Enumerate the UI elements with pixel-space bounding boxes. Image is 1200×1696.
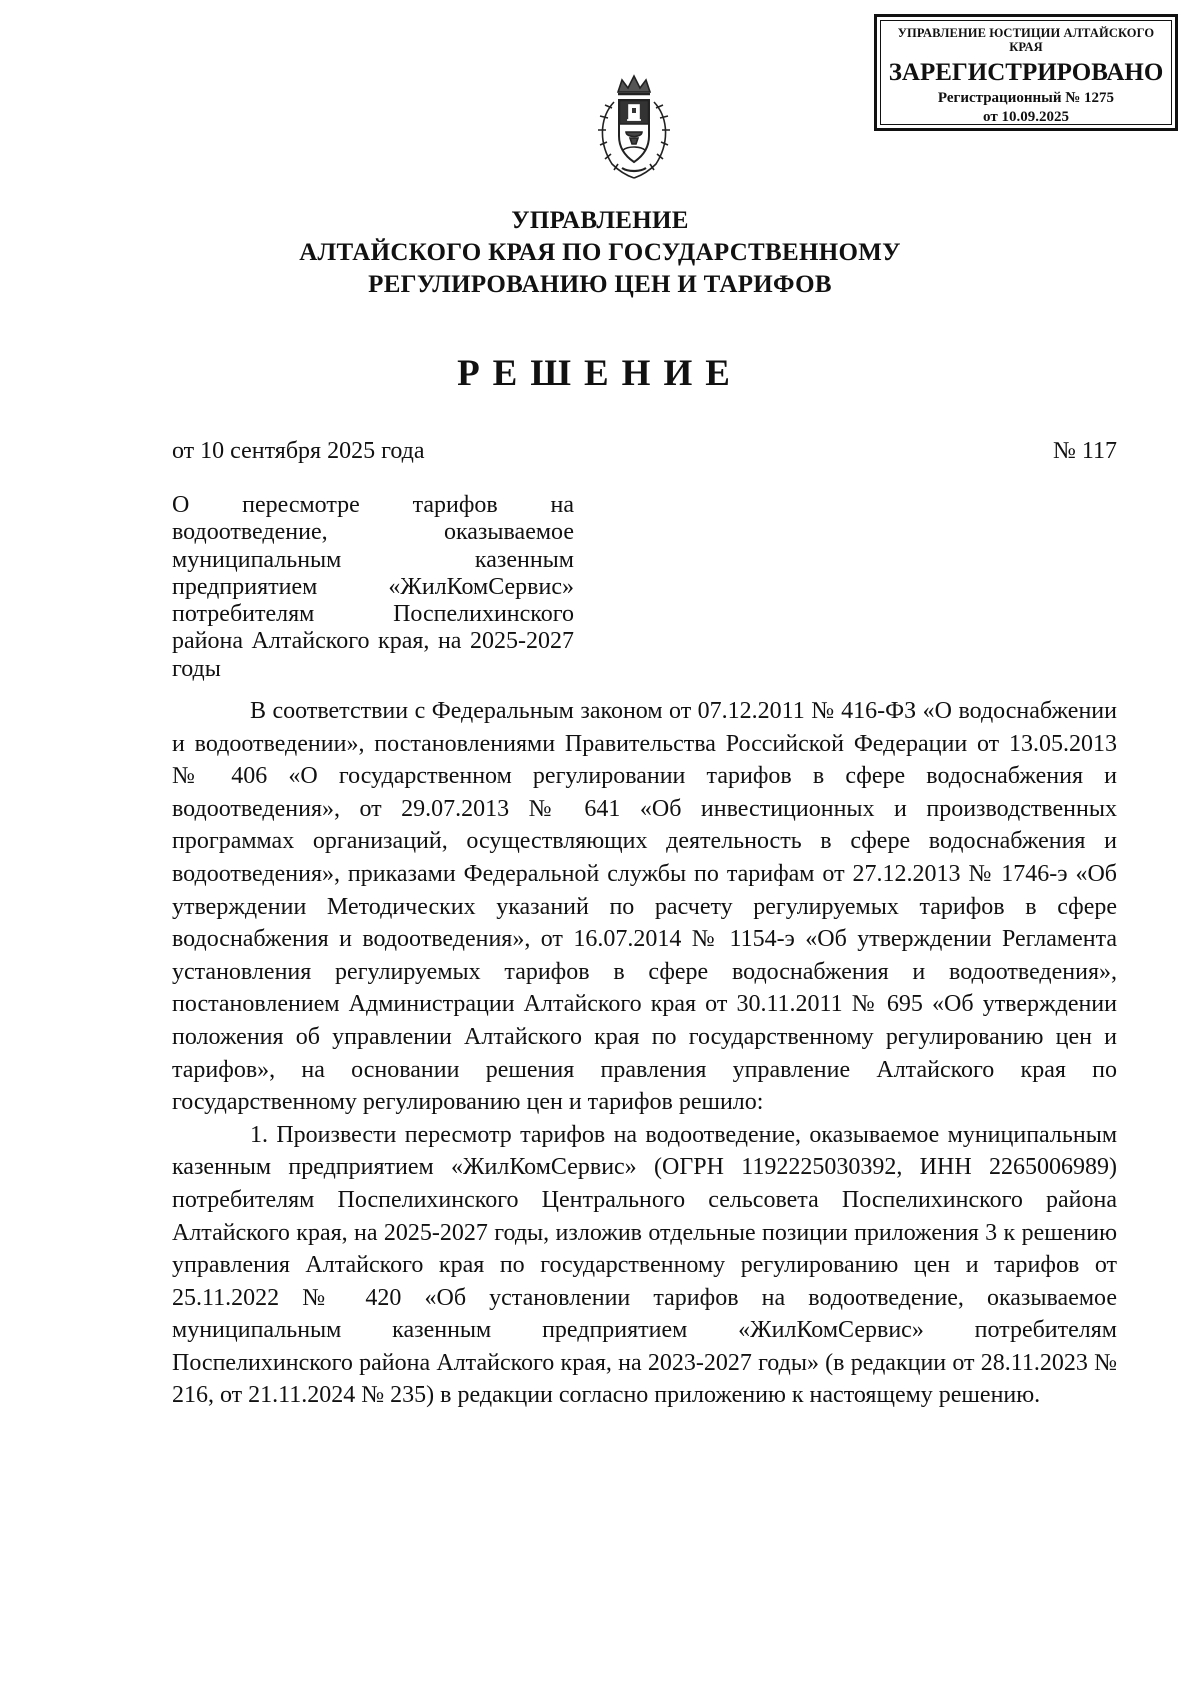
altai-krai-coat-of-arms-icon — [592, 72, 676, 182]
document-title: РЕШЕНИЕ — [457, 353, 743, 394]
header-line-3: РЕГУЛИРОВАНИЮ ЦЕН И ТАРИФОВ — [368, 271, 832, 298]
preamble-paragraph: В соответствии с Федеральным законом от 07.12.2011 № 416-ФЗ «О водоснабжении и водоотведении», постановлениями Правительства Российской Федерации от 13.05.2013 № 406 «О государственном регулировании тарифов в сфере водоснабжения и водоотведения», от 29.07.2013 № 641 «Об инвестиционных и производственных программах организаций, осуществляющих деятельность в сфере водоснабжения и водоотведения», приказами Федеральной службы по тарифам от 27.12.2013 № 1746-э «Об утверждении Методических указаний по расчету регулируемых тарифов в сфере водоснабжения и водоотведения», от 16.07.2014 № 1154-э «Об утверждении Регламента установления регулируемых тарифов в сфере водоснабжения и водоотведения», постановлением Администрации Алтайского края от 30.11.2011 № 695 «Об утверждении положения об управлении Алтайского края по государственному регулированию цен и тарифов», на основании решения правления управление Алтайского края по государственному регулированию цен и тарифов решило: — [172, 698, 1117, 1116]
header-line-2: АЛТАЙСКОГО КРАЯ ПО ГОСУДАРСТВЕННОМУ — [299, 239, 901, 266]
document-date: от 10 сентября 2025 года — [172, 438, 425, 464]
issuing-authority-header — [0, 205, 1200, 301]
stamp-status: ЗАРЕГИСТРИРОВАНО — [888, 59, 1164, 86]
document-subject-text: О пересмотре тарифов на водоотведение, оказываемое муниципальным казенным предприятием «ЖилКомСервис» потребителям Поспелихинского района Алтайского края, на 2025-2027 годы — [172, 492, 574, 682]
resolution-item-1: 1. Произвести пересмотр тарифов на водоотведение, оказываемое муниципальным казенным предприятием «ЖилКомСервис» (ОГРН 1192225030392, ИНН 2265006989) потребителям Поспелихинского Центрального сельсовета Поспелихинского района Алтайского края, на 2025-2027 годы, изложив отдельные позиции приложения 3 к решению управления Алтайского края по государственному регулированию цен и тарифов от 25.11.2022 № 420 «Об установлении тарифов на водоотведение, оказываемое муниципальным казенным предприятием «ЖилКомСервис» потребителям Поспелихинского района Алтайского края, на 2023-2027 годы» (в редакции от 28.11.2023 № 216, от 21.11.2024 № 235) в редакции согласно приложению к настоящему решению. — [172, 1121, 1117, 1409]
header-line-1: УПРАВЛЕНИЕ — [511, 207, 689, 234]
registration-stamp-frame — [880, 20, 1172, 125]
stamp-registration-number: Регистрационный № 1275 — [937, 90, 1115, 106]
document-body — [172, 695, 1117, 1412]
stamp-date: от 10.09.2025 — [983, 109, 1069, 125]
registration-stamp — [874, 14, 1178, 131]
document-number: № 117 — [1052, 438, 1117, 464]
stamp-organization: УПРАВЛЕНИЕ ЮСТИЦИИ АЛТАЙСКОГО КРАЯ — [897, 26, 1155, 54]
document-subject — [172, 492, 574, 683]
